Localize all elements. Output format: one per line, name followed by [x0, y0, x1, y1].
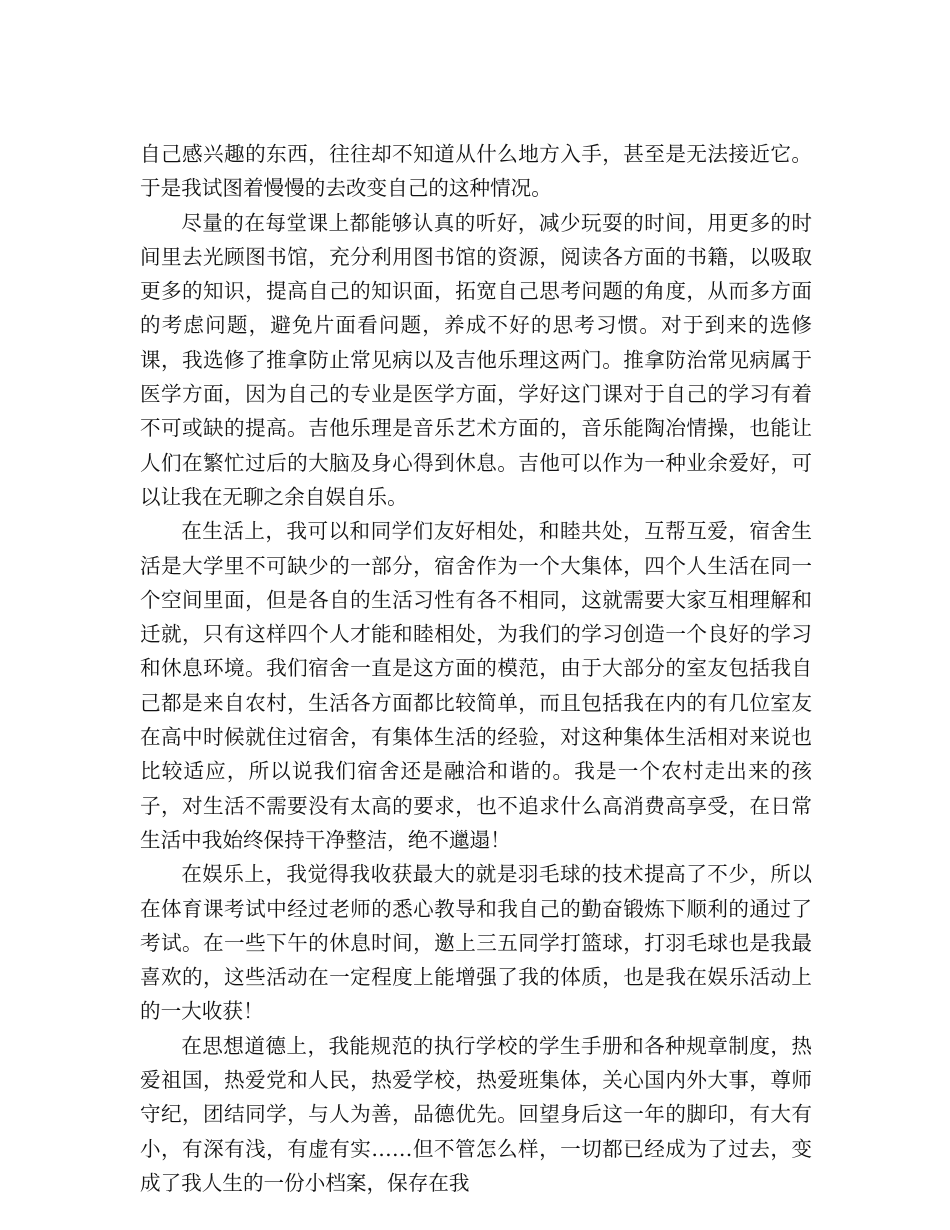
- document-body: [140, 137, 812, 1200]
- paragraph-3: 在生活上，我可以和同学们友好相处，和睦共处，互帮互爱，宿舍生活是大学里不可缺少的一部分，宿舍作为一个大集体，四个人生活在同一个空间里面，但是各自的生活习性有各不相同，这就需要大家互相理解和迁就，只有这样四个人才能和睦相处，为我们的学习创造一个良好的学习和休息环境。我们宿舍一直是这方面的模范，由于大部分的室友包括我自己都是来自农村，生活各方面都比较简单，而且包括我在内的有几位室友在高中时候就住过宿舍，有集体生活的经验，对这种集体生活相对来说也比较适应，所以说我们宿舍还是融洽和谐的。我是一个农村走出来的孩子，对生活不需要没有太高的要求，也不追求什么高消费高享受，在日常生活中我始终保持干净整洁，绝不邋遢！: [140, 519, 812, 852]
- paragraph-5: 在思想道德上，我能规范的执行学校的学生手册和各种规章制度，热爱祖国，热爱党和人民，热爱学校，热爱班集体，关心国内外大事，尊师守纪，团结同学，与人为善，品德优先。回望身后这一年的脚印，有大有小，有深有浅，有虚有实……但不管怎么样，一切都已经成为了过去，变成了我人生的一份小档案，保存在我: [140, 1033, 812, 1195]
- paragraph-1: 自己感兴趣的东西，往往却不知道从什么地方入手，甚至是无法接近它。于是我试图着慢慢的去改变自己的这种情况。: [140, 142, 812, 201]
- paragraph-4: 在娱乐上，我觉得我收获最大的就是羽毛球的技术提高了不少，所以在体育课考试中经过老师的悉心教导和我自己的勤奋锻炼下顺利的通过了考试。在一些下午的休息时间，邀上三五同学打篮球，打羽毛球也是我最喜欢的，这些活动在一定程度上能增强了我的体质，也是我在娱乐活动上的一大收获！: [140, 862, 812, 1024]
- paragraph-2: 尽量的在每堂课上都能够认真的听好，减少玩耍的时间，用更多的时间里去光顾图书馆，充分利用图书馆的资源，阅读各方面的书籍，以吸取更多的知识，提高自己的知识面，拓宽自己思考问题的角度，从而多方面的考虑问题，避免片面看问题，养成不好的思考习惯。对于到来的选修课，我选修了推拿防止常见病以及吉他乐理这两门。推拿防治常见病属于医学方面，因为自己的专业是医学方面，学好这门课对于自己的学习有着不可或缺的提高。吉他乐理是音乐艺术方面的，音乐能陶冶情操，也能让人们在繁忙过后的大脑及身心得到休息。吉他可以作为一种业余爱好，可以让我在无聊之余自娱自乐。: [140, 210, 812, 509]
